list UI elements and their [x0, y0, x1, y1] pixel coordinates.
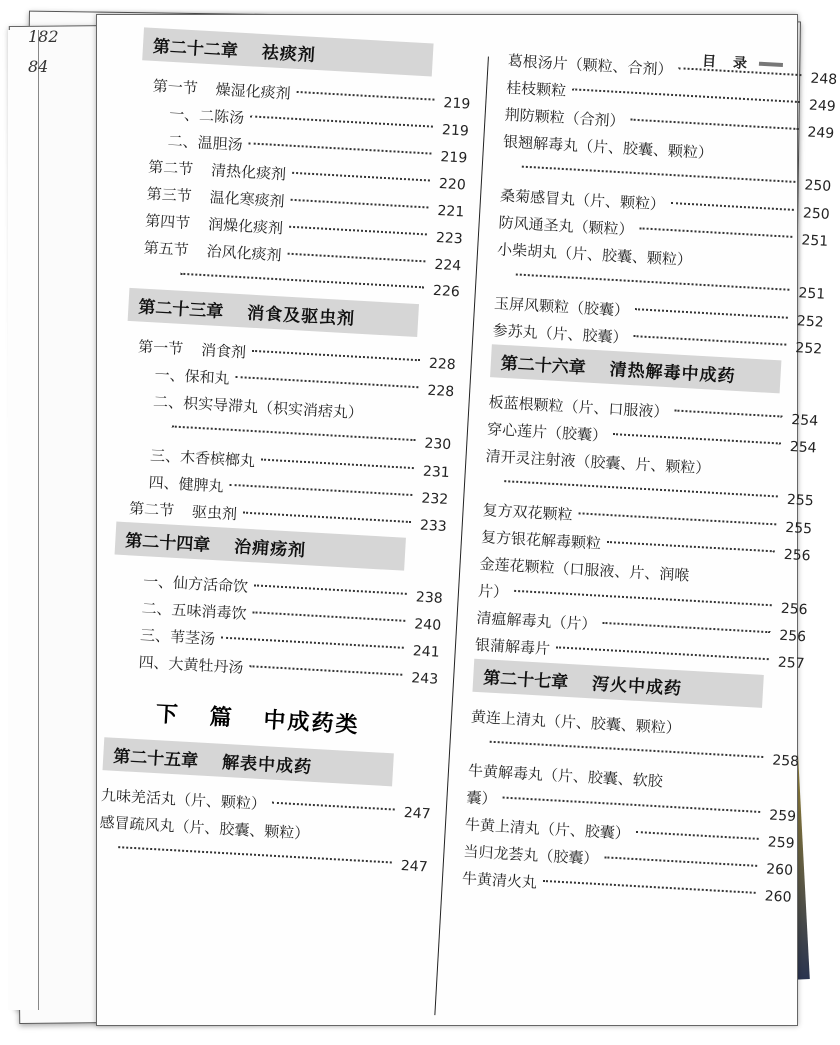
- page-number: 254: [790, 412, 819, 430]
- page-number: 257: [777, 654, 805, 673]
- entry-title: 牛黄上清丸（片、胶囊）: [464, 815, 631, 843]
- entry-title: 驱虫剂: [191, 502, 238, 524]
- page-number: 220: [438, 176, 467, 194]
- page-number: 260: [765, 861, 794, 879]
- dot-leader: [221, 637, 404, 649]
- entry-title: 四、健脾丸: [148, 473, 225, 496]
- chapter-title: 消食及驱虫剂: [246, 303, 356, 330]
- entry-title: 牛黄清火丸: [461, 869, 538, 892]
- page-header: 目 录: [701, 53, 754, 73]
- entry-title: 牛黄解毒丸（片、胶囊、软胶: [467, 761, 664, 791]
- section-number: 第三节: [146, 184, 193, 206]
- page-number: 219: [441, 122, 470, 140]
- page-number: 255: [786, 491, 815, 510]
- page-number: 84: [28, 57, 49, 76]
- dot-leader: [579, 512, 777, 525]
- part-heading: [155, 697, 436, 744]
- dot-leader: [297, 91, 435, 101]
- entry-label: [505, 75, 566, 105]
- page-number: 240: [413, 616, 442, 634]
- dot-leader: [634, 335, 787, 346]
- page-number: 256: [780, 600, 808, 619]
- entry-title: 一、保和丸: [154, 365, 231, 388]
- toc-content: [69, 0, 838, 1044]
- page-number: 243: [410, 670, 439, 688]
- entry-label: [466, 785, 497, 814]
- page-number: [662, 786, 692, 788]
- dot-leader: [613, 433, 781, 444]
- entry-title: 银翘解毒丸（片、胶囊、颗粒）: [502, 132, 714, 163]
- page-number: 251: [800, 232, 829, 250]
- entry-title: 三、苇茎汤: [139, 626, 216, 649]
- chapter-title: 祛痰剂: [261, 42, 317, 66]
- entry-title: 复方双花颗粒: [482, 500, 573, 524]
- dot-leader: [289, 226, 427, 236]
- dot-leader: [249, 665, 402, 676]
- chapter-number: 第二十七章: [482, 668, 569, 693]
- dot-leader: [253, 611, 406, 622]
- dot-leader: [172, 425, 416, 441]
- chapter-title: 泻火中成药: [591, 674, 683, 700]
- dot-leader: [604, 856, 757, 867]
- entry-title: 清开灵注射液（胶囊、片、颗粒）: [485, 447, 711, 478]
- page-number: 259: [767, 834, 795, 852]
- page-number: 255: [784, 519, 813, 538]
- page-number: 250: [802, 205, 831, 223]
- section-number: 第一节: [152, 76, 199, 98]
- dot-leader: [640, 227, 793, 238]
- entry-title: 板蓝根颗粒（片、口服液）: [488, 393, 669, 422]
- entry-title: 玉屏风颗粒（胶囊）: [493, 294, 630, 320]
- entry-title: 消食剂: [200, 341, 247, 362]
- dot-leader: [291, 199, 429, 209]
- toc-right-column: [461, 48, 838, 911]
- dot-leader: [635, 308, 788, 319]
- previous-page-numbers: [28, 22, 59, 82]
- dot-leader: [272, 802, 395, 811]
- page-number: 219: [443, 95, 471, 113]
- dot-leader: [249, 142, 432, 154]
- page-number: 258: [771, 752, 800, 771]
- page-number: [309, 839, 339, 841]
- entry-title: 金莲花颗粒（口服液、片、润喉: [479, 554, 690, 585]
- page-number: 223: [435, 229, 464, 248]
- part-heading-right: 篇: [208, 704, 235, 732]
- dot-leader: [679, 67, 802, 76]
- page-number: 256: [783, 546, 811, 565]
- page-number: 224: [434, 256, 462, 275]
- entry-title: 黄连上清丸（片、胶囊、颗粒）: [470, 707, 682, 738]
- entry-title: 参苏丸（片、胶囊）: [492, 321, 628, 347]
- page-number: 241: [412, 643, 441, 661]
- entry-title: 荆防颗粒（合剂）: [504, 105, 626, 131]
- page-number: [680, 733, 710, 735]
- entry-label: [138, 649, 244, 682]
- entry-label: [154, 361, 230, 392]
- section-number: 第二节: [128, 499, 175, 520]
- section-number: 第四节: [144, 211, 191, 233]
- chapter-title: 治痈疡剂: [233, 537, 307, 562]
- entry-label: [477, 578, 508, 607]
- chapter-heading: [102, 737, 393, 786]
- entry-title: 治风化痰剂: [206, 242, 283, 265]
- entry-label: [461, 865, 537, 896]
- toc-left-column: [97, 27, 473, 881]
- page-number: 250: [804, 177, 832, 195]
- dot-leader: [230, 484, 413, 496]
- page-number: [689, 581, 719, 583]
- dot-leader: [556, 646, 769, 660]
- entry-title: 桑菊感冒丸（片、颗粒）: [499, 186, 666, 214]
- entry-title: 小柴胡丸（片、胶囊、颗粒）: [496, 240, 693, 270]
- entry-title: 二、枳实导滞丸（枳实消痞丸）: [152, 392, 364, 423]
- page-number: 232: [420, 490, 449, 509]
- page-number: 219: [440, 149, 468, 167]
- entry-title: 片）: [477, 581, 509, 602]
- dot-leader: [503, 797, 761, 813]
- dot-leader: [288, 253, 426, 263]
- entry-title: 燥湿化痰剂: [215, 80, 292, 103]
- part-heading-title: 中成药类: [262, 707, 361, 739]
- page-number: 249: [808, 97, 837, 116]
- entry-title: 桂枝颗粒: [505, 78, 567, 100]
- page-number: 221: [437, 203, 465, 221]
- entry-title: 一、仙方活命饮: [142, 572, 249, 596]
- chapter-number: 第二十五章: [112, 746, 199, 772]
- entry-title: 清瘟解毒丸（片）: [476, 608, 597, 634]
- page-number: 231: [422, 463, 451, 482]
- dot-leader: [514, 590, 772, 606]
- entry-title: 二、温胆汤: [167, 131, 244, 154]
- dot-leader: [292, 172, 430, 182]
- page-number: 228: [427, 382, 455, 401]
- dot-leader: [674, 410, 782, 418]
- chapter-heading: [142, 27, 433, 76]
- dot-leader: [250, 115, 433, 127]
- section-number: 第二节: [147, 157, 194, 179]
- page-number: 252: [794, 340, 823, 358]
- page-number: 238: [415, 589, 444, 607]
- dot-leader: [671, 202, 794, 211]
- entry-title: 清热化痰剂: [210, 161, 287, 184]
- entry-title: 四、大黄牡丹汤: [138, 653, 244, 677]
- page-number: 182: [28, 27, 59, 46]
- chapter-title: 解表中成药: [221, 752, 313, 778]
- section-number: 第一节: [137, 337, 184, 358]
- page-number: 254: [789, 439, 818, 457]
- page-number: 251: [798, 285, 826, 303]
- page-number: 248: [810, 70, 838, 89]
- entry-title: 复方银花解毒颗粒: [480, 527, 602, 553]
- page-number: 247: [403, 805, 431, 823]
- entry-label: [474, 632, 550, 663]
- page-number: 249: [807, 124, 835, 142]
- toc-page: [96, 14, 838, 1026]
- page-number: 226: [432, 282, 461, 301]
- dot-leader: [254, 584, 407, 595]
- page-number: 230: [424, 435, 452, 454]
- entry-title: 三、木香槟榔丸: [149, 446, 256, 471]
- dot-leader: [236, 376, 419, 388]
- entry-label: [148, 469, 224, 500]
- chapter-number: 第二十四章: [124, 531, 211, 556]
- entry-title: 二、五味消毒饮: [141, 599, 247, 623]
- entry-label: [168, 101, 244, 132]
- entry-title: 囊）: [466, 788, 498, 809]
- dot-leader: [243, 512, 411, 523]
- dot-leader: [572, 88, 800, 103]
- entry-label: [139, 622, 215, 653]
- page-number: 259: [768, 807, 797, 825]
- part-heading-left: 下: [154, 701, 181, 729]
- dot-leader: [252, 350, 420, 361]
- dot-leader: [180, 273, 424, 289]
- dot-leader: [631, 119, 799, 130]
- section-number: 第五节: [143, 238, 190, 260]
- entry-title: 一、二陈汤: [168, 104, 245, 128]
- entry-title: 防风通圣丸（颗粒）: [498, 213, 634, 239]
- page-number: [692, 265, 722, 267]
- chapter-number: 第二十六章: [500, 353, 587, 379]
- dot-leader: [261, 459, 414, 470]
- entry-title: 穿心莲片（胶囊）: [486, 420, 608, 445]
- entry-title: 润燥化痰剂: [207, 215, 284, 238]
- dot-leader: [602, 622, 770, 633]
- part-heading-gap: [233, 725, 263, 727]
- entry-title: 温化寒痰剂: [209, 188, 286, 211]
- previous-page-edge: [8, 30, 39, 1010]
- page-number: 233: [419, 517, 448, 535]
- dot-leader: [543, 880, 756, 894]
- entry-title: 银蒲解毒片: [474, 635, 551, 658]
- page-number: 247: [400, 857, 429, 876]
- entry-title: 当归龙荟丸（胶囊）: [463, 842, 599, 868]
- chapter-title: 清热解毒中成药: [609, 359, 736, 387]
- entry-title: 九味羌活丸（片、颗粒）: [100, 786, 267, 814]
- page-number: 228: [428, 355, 457, 374]
- entry-label: [167, 128, 243, 159]
- page-number: [713, 158, 743, 160]
- dot-leader: [636, 831, 759, 840]
- page-number: [710, 474, 740, 476]
- entry-title: 感冒疏风丸（片、胶囊、颗粒）: [99, 813, 310, 843]
- chapter-number: 第二十二章: [152, 36, 239, 62]
- page-number: [363, 418, 393, 420]
- entry-title: 葛根汤片（颗粒、合剂）: [507, 51, 673, 79]
- dot-leader: [607, 541, 775, 552]
- chapter-number: 第二十三章: [137, 297, 224, 323]
- part-heading-gap: [179, 722, 209, 724]
- page-number: 260: [764, 888, 792, 906]
- page-number: 256: [778, 627, 807, 646]
- page-number: 252: [796, 313, 825, 331]
